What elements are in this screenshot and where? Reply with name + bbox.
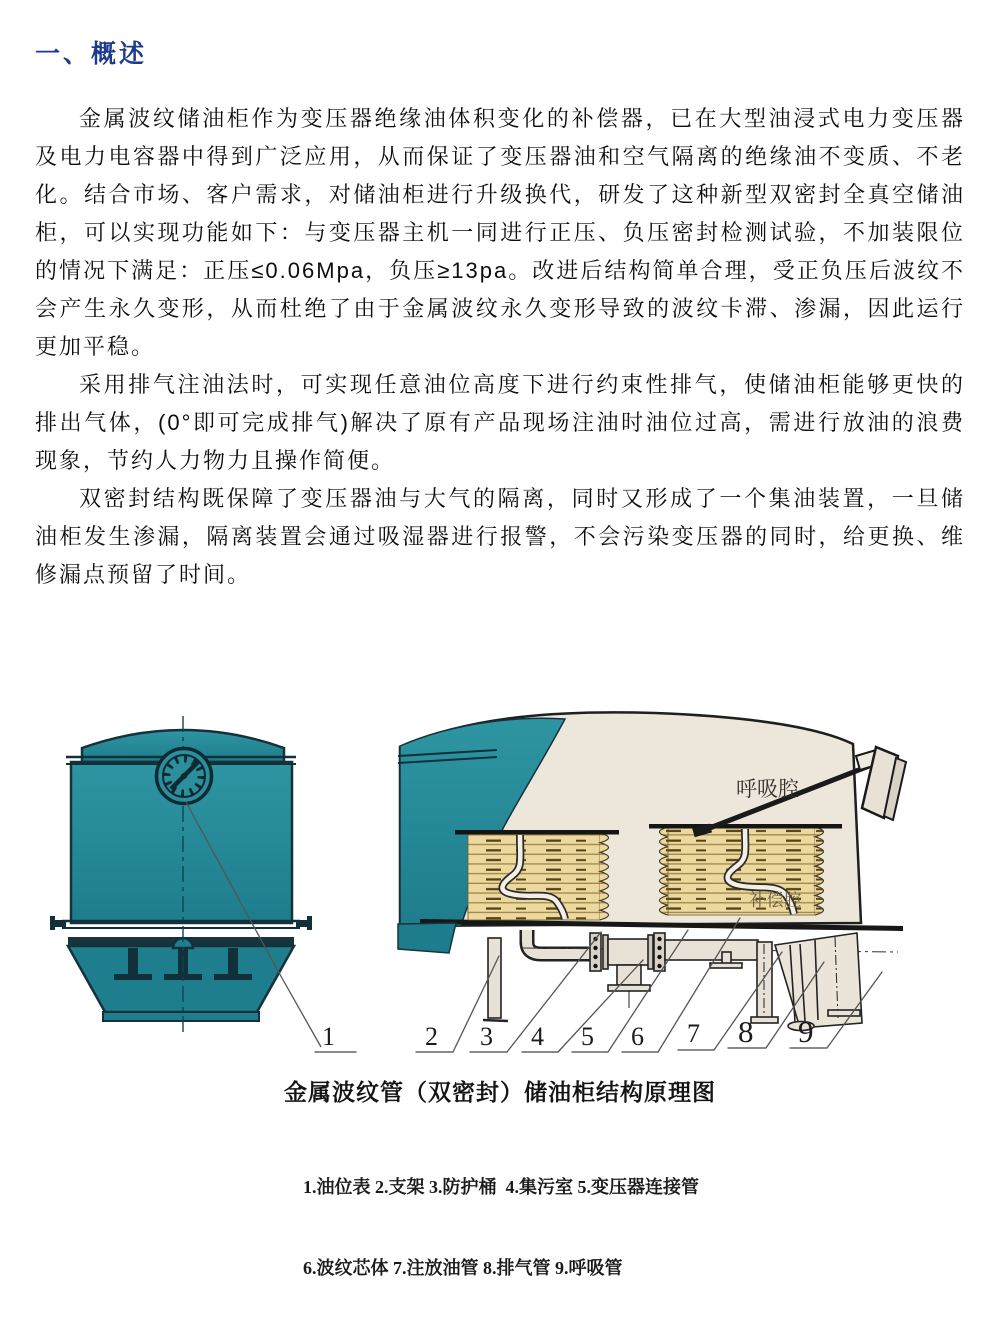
label-compensation-chamber: 补偿腔	[749, 890, 802, 910]
support-leg-left	[488, 938, 501, 1018]
paragraph-overview-1: 金属波纹储油柜作为变压器绝缘油体积变化的补偿器，已在大型油浸式电力变压器及电力电容器中得到广泛应用，从而保证了变压器油和空气隔离的绝缘油不变质、不老化。结合市场、客户需求，对储油柜进行升级换代，研发了这种新型双密封全真空储油柜，可以实现功能如下：与变压器主机一同进行正压、负压密封检测试验，不加装限位的情况下满足：正压≤0.06Mpa，负压≥13pa。改进后结构简单合理，受正负压后波纹不会产生永久变形，从而杜绝了由于金属波纹永久变形导致的波纹卡滞、渗漏，因此运行更加平稳。	[35, 106, 965, 359]
paragraph-overview-2: 采用排气注油法时，可实现任意油位高度下进行约束性排气，使储油柜能够更快的排出气体，(0°即可完成排气)解决了原有产品现场注油时油位过高，需进行放油的浪费现象，节约人力物力且操作简便。	[35, 372, 965, 473]
collection-chamber	[608, 939, 654, 965]
callout-9: 9	[798, 1014, 814, 1049]
understructure	[483, 930, 898, 1031]
callout-7: 7	[687, 1019, 700, 1048]
left-stub-fitting	[54, 920, 66, 927]
cutaway-view	[398, 712, 906, 1030]
legend-line-2: 6.波纹芯体 7.注放油管 8.排气管 9.呼吸管	[303, 1258, 623, 1278]
front-view-tank	[50, 716, 321, 1047]
teal-lower-left	[398, 923, 456, 953]
structure-diagram	[0, 690, 1000, 1062]
diagram-canvas	[0, 690, 1000, 1062]
callout-3: 3	[480, 1022, 493, 1051]
figure-legend	[303, 1120, 763, 1336]
callout-4: 4	[531, 1022, 544, 1051]
callout-1: 1	[322, 1022, 335, 1051]
paragraph-overview-3: 双密封结构既保障了变压器油与大气的隔离，同时又形成了一个集油装置，一旦储油柜发生渗漏，隔离装置会通过吸湿器进行报警，不会污染变压器的同时，给更换、维修漏点预留了时间。	[35, 486, 965, 587]
label-breathing-chamber: 呼吸腔	[736, 778, 799, 801]
legend-line-1: 1.油位表 2.支架 3.防护桶 4.集污室 5.变压器连接管	[303, 1177, 699, 1197]
body-text	[35, 100, 965, 594]
callout-6: 6	[631, 1022, 644, 1051]
callout-2: 2	[425, 1022, 438, 1051]
figure-caption: 金属波纹管（双密封）储油柜结构原理图	[284, 1079, 716, 1105]
bellows-stack-1	[455, 830, 619, 920]
right-stub-fitting	[296, 920, 308, 927]
section-heading: 一、概述	[35, 40, 148, 68]
oil-gauge	[157, 749, 212, 804]
bellows-stack-2	[649, 824, 842, 915]
tank-base-lip	[103, 1012, 259, 1021]
callout-5: 5	[581, 1022, 594, 1051]
callout-8: 8	[738, 1014, 754, 1049]
